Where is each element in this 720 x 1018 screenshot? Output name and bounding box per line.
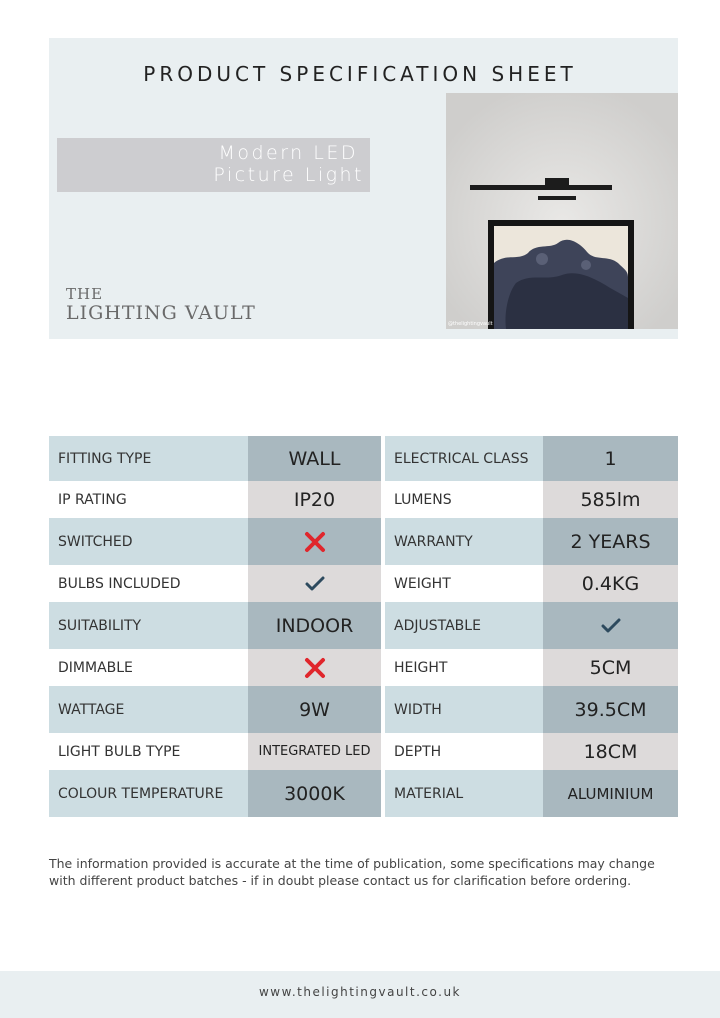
spec-label: SWITCHED	[49, 518, 248, 565]
spec-value: 585lm	[543, 481, 678, 518]
cross-icon	[304, 657, 326, 679]
spec-label: LUMENS	[385, 481, 543, 518]
column-divider	[381, 733, 385, 770]
product-name-box	[57, 138, 370, 192]
spec-table	[49, 436, 678, 817]
spec-value: 18CM	[543, 733, 678, 770]
spec-label: FITTING TYPE	[49, 436, 248, 481]
spec-value: 39.5CM	[543, 686, 678, 733]
product-name-line2: Picture Light	[213, 164, 364, 186]
sheet-title: PRODUCT SPECIFICATION SHEET	[143, 62, 577, 86]
spec-label: BULBS INCLUDED	[49, 565, 248, 602]
column-divider	[381, 481, 385, 518]
spec-label: DEPTH	[385, 733, 543, 770]
spec-value	[248, 649, 381, 686]
spec-label: LIGHT BULB TYPE	[49, 733, 248, 770]
photo-credit: @thelightingvault	[448, 321, 493, 327]
check-icon	[601, 618, 621, 634]
spec-value: INDOOR	[248, 602, 381, 649]
spec-value: 5CM	[543, 649, 678, 686]
spec-label: WEIGHT	[385, 565, 543, 602]
column-divider	[381, 602, 385, 649]
light-bracket	[545, 178, 569, 185]
spec-label: MATERIAL	[385, 770, 543, 817]
cross-icon	[304, 531, 326, 553]
spec-label: WIDTH	[385, 686, 543, 733]
product-photo-illustration	[446, 93, 678, 329]
spec-value: ALUMINIUM	[543, 770, 678, 817]
spec-value: 1	[543, 436, 678, 481]
disclaimer-text: The information provided is accurate at the time of publication, some specifications may change with different product batches - if in doubt please contact us for clarification before ordering.	[49, 856, 655, 888]
product-photo	[446, 93, 678, 329]
spec-label: ADJUSTABLE	[385, 602, 543, 649]
light-bar	[470, 185, 612, 190]
column-divider	[381, 436, 385, 481]
column-divider	[381, 649, 385, 686]
spec-label: DIMMABLE	[49, 649, 248, 686]
spec-value: WALL	[248, 436, 381, 481]
spec-label: ELECTRICAL CLASS	[385, 436, 543, 481]
column-divider	[381, 565, 385, 602]
product-name-line1: Modern LED	[218, 142, 358, 164]
spec-label: COLOUR TEMPERATURE	[49, 770, 248, 817]
brand-logo-line2: LIGHTING VAULT	[66, 302, 256, 324]
spec-label: IP RATING	[49, 481, 248, 518]
light-mount	[538, 196, 576, 200]
spec-label: WARRANTY	[385, 518, 543, 565]
spec-label: SUITABILITY	[49, 602, 248, 649]
spec-value	[543, 602, 678, 649]
spec-value: 2 YEARS	[543, 518, 678, 565]
spec-label: HEIGHT	[385, 649, 543, 686]
spec-value: 9W	[248, 686, 381, 733]
spec-value: INTEGRATED LED	[248, 733, 381, 770]
footer-website-link[interactable]: www.thelightingvault.co.uk	[258, 985, 461, 999]
spec-label: WATTAGE	[49, 686, 248, 733]
spec-value: 0.4KG	[543, 565, 678, 602]
spec-value: 3000K	[248, 770, 381, 817]
brand-logo-line1: THE	[66, 285, 104, 303]
column-divider	[381, 770, 385, 817]
spec-value	[248, 518, 381, 565]
spec-value	[248, 565, 381, 602]
check-icon	[305, 576, 325, 592]
footer-bar	[0, 971, 720, 1018]
column-divider	[381, 686, 385, 733]
spec-value: IP20	[248, 481, 381, 518]
column-divider	[381, 518, 385, 565]
